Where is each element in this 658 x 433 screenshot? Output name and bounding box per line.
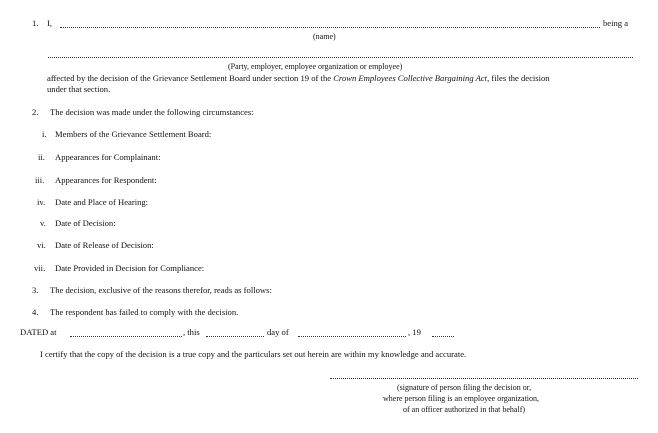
subitem-v-numeral: v. — [40, 218, 46, 228]
signature-caption-line-2: where person filing is an employee organization, — [383, 394, 540, 403]
item-1-number: 1. — [32, 18, 39, 28]
being-a-text: being a — [603, 18, 629, 28]
item-4-number: 4. — [32, 307, 39, 317]
name-caption: (name) — [313, 32, 336, 41]
signature-blank-line[interactable] — [330, 378, 638, 379]
subitem-ii-numeral: ii. — [38, 152, 45, 162]
party-caption: (Party, employer, employee organization or employee) — [228, 62, 403, 71]
signature-caption-line-3: of an officer authorized in that behalf) — [403, 405, 526, 414]
subitem-i-numeral: i. — [42, 129, 47, 139]
signature-caption-line-1: (signature of person filing the decision or, — [397, 383, 532, 392]
subitem-ii-text: Appearances for Complainant: — [55, 152, 161, 162]
dated-year-prefix: , 19 — [408, 327, 421, 337]
subitem-i-text: Members of the Grievance Settlement Board: — [55, 129, 212, 139]
item-4-text: The respondent has failed to comply with the decision. — [50, 307, 239, 317]
item-2-text: The decision was made under the following circumstances: — [50, 107, 254, 117]
subitem-vii-numeral: vii. — [34, 263, 46, 273]
subitem-iv-text: Date and Place of Hearing: — [55, 197, 149, 207]
name-blank-line[interactable] — [60, 27, 600, 28]
party-blank-line[interactable] — [48, 57, 633, 58]
affected-line-1-suffix: , files the decision — [487, 73, 550, 83]
subitem-vi-text: Date of Release of Decision: — [55, 240, 154, 250]
dated-day-blank[interactable] — [206, 336, 264, 337]
dated-day-of-text: day of — [267, 327, 289, 337]
affected-line-2: under that section. — [47, 84, 111, 94]
subitem-vi-numeral: vi. — [37, 240, 46, 250]
dated-at-label: DATED at — [20, 327, 57, 337]
item-3-number: 3. — [32, 285, 39, 295]
dated-year-blank[interactable] — [432, 336, 454, 337]
dated-place-blank[interactable] — [70, 336, 182, 337]
subitem-vii-text: Date Provided in Decision for Compliance: — [55, 263, 205, 273]
dated-month-blank[interactable] — [298, 336, 406, 337]
affected-line-1 — [47, 74, 550, 83]
certify-statement: I certify that the copy of the decision is a true copy and the particulars set out herein are within my knowledge and accurate. — [40, 349, 467, 359]
item-1-pronoun: I, — [47, 18, 53, 28]
act-name: Crown Employees Collective Bargaining Act — [333, 73, 488, 83]
affected-line-1-prefix: affected by the decision of the Grievance Settlement Board under section 19 of the — [47, 73, 334, 83]
subitem-v-text: Date of Decision: — [55, 218, 116, 228]
item-3-text: The decision, exclusive of the reasons therefor, reads as follows: — [50, 285, 272, 295]
subitem-iii-text: Appearances for Respondent: — [55, 175, 157, 185]
dated-this-text: , this — [183, 327, 200, 337]
subitem-iv-numeral: iv. — [37, 197, 46, 207]
subitem-iii-numeral: iii. — [35, 175, 45, 185]
item-2-number: 2. — [32, 107, 39, 117]
